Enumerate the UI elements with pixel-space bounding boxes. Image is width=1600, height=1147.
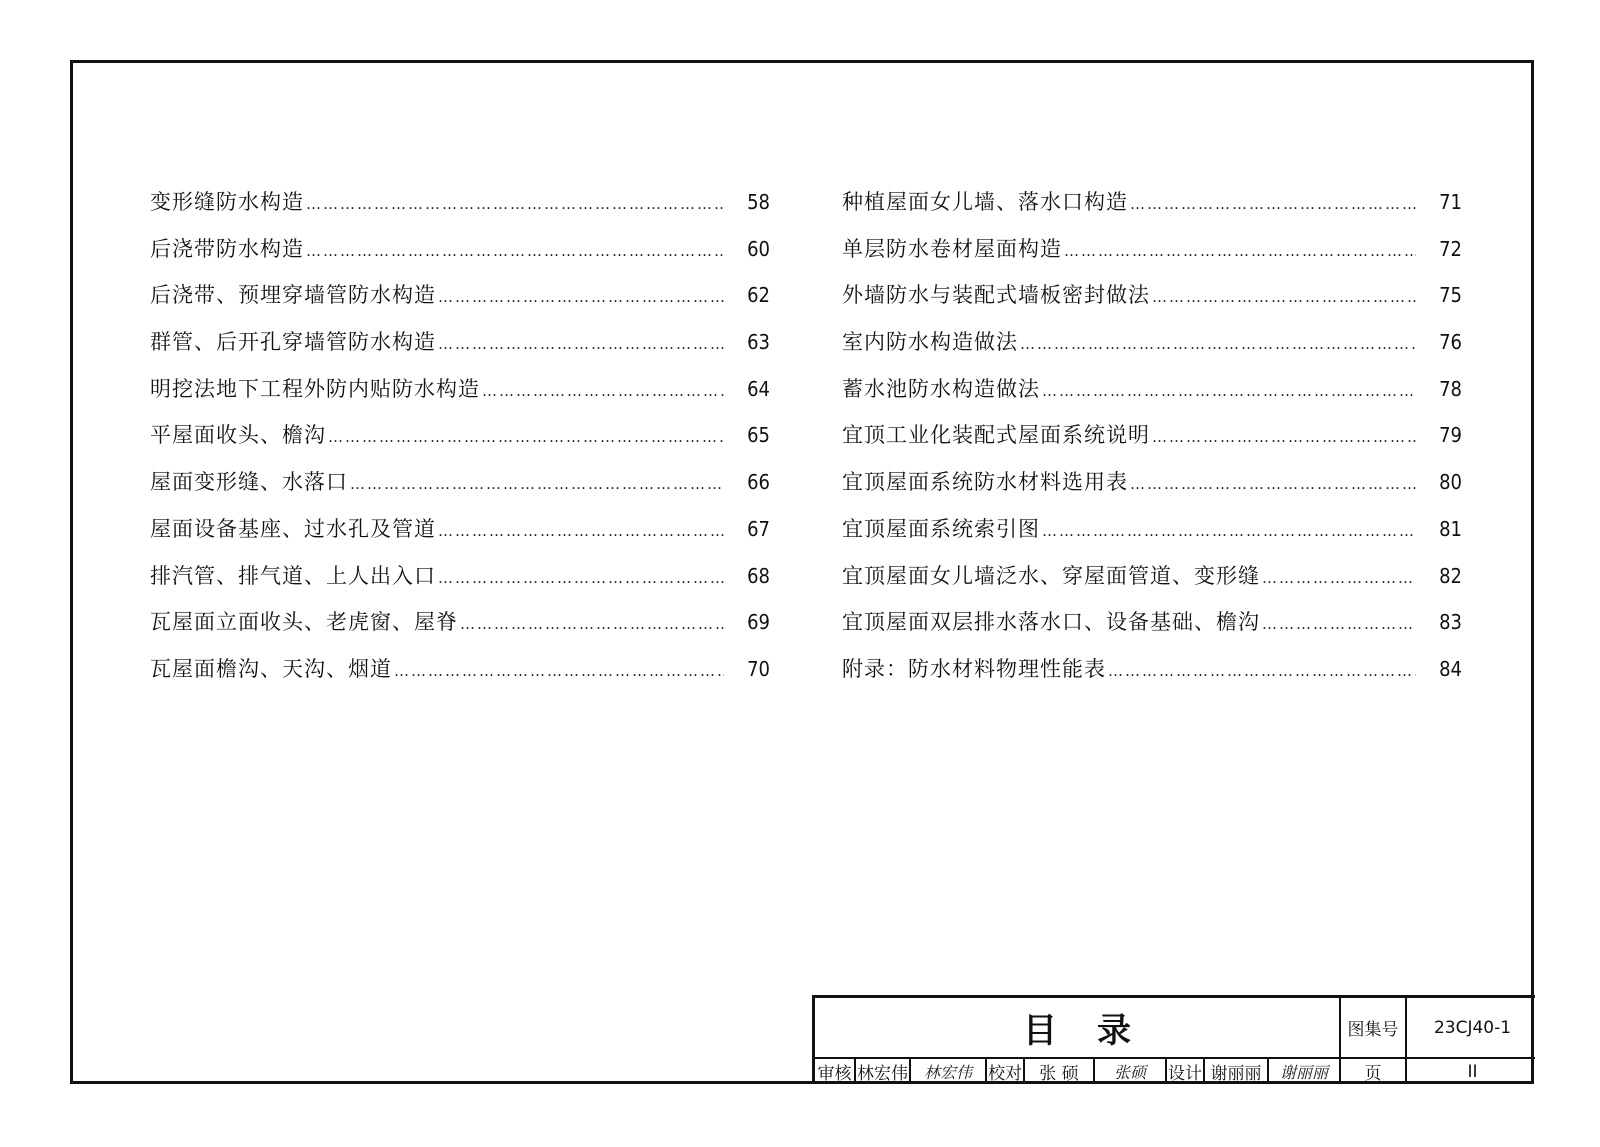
toc-entry-page: 62 [747,283,770,308]
toc-entry-page: 72 [1439,236,1462,261]
toc-entry[interactable] [842,653,1462,700]
toc-right-column [842,186,1462,700]
toc-entry-title: 后浇带、预埋穿墙管防水构造 [150,283,436,308]
toc-entry-title: 单层防水卷材屋面构造 [842,236,1062,261]
toc-entry-title: 平屋面收头、檐沟 [150,423,326,448]
toc-entry-page: 75 [1439,283,1462,308]
toc-dot-leader [350,475,724,493]
toc-entry-page: 68 [747,563,770,588]
toc-entry[interactable] [150,279,770,326]
toc-dot-leader [1108,662,1416,680]
toc-left-column [150,186,770,700]
toc-dot-leader [306,242,724,260]
toc-dot-leader [1262,615,1416,633]
toc-entry[interactable] [150,560,770,607]
toc-entry-title: 瓦屋面立面收头、老虎窗、屋脊 [150,610,458,635]
toc-dot-leader [1152,288,1416,306]
toc-entry-page: 69 [747,610,770,635]
toc-entry-page: 66 [747,470,770,495]
toc-entry[interactable] [150,653,770,700]
toc-dot-leader [438,522,724,540]
toc-entry[interactable] [150,606,770,653]
toc-entry-title: 屋面设备基座、过水孔及管道 [150,516,436,541]
toc-entry-page: 79 [1439,423,1462,448]
toc-entry-page: 65 [747,423,770,448]
page-number: II [1467,1061,1478,1082]
toc-dot-leader [306,195,724,213]
checker-name: 张 硕 [1039,1064,1079,1084]
reviewer-name: 林宏伟 [857,1064,908,1084]
atlas-number: 23CJ40-1 [1433,1017,1512,1038]
toc-entry[interactable] [150,419,770,466]
toc-dot-leader [394,662,724,680]
toc-entry-page: 64 [747,376,770,401]
title-block [812,995,1535,1084]
toc-entry-page: 82 [1439,563,1462,588]
toc-entry[interactable] [842,233,1462,280]
toc-dot-leader [1130,475,1416,493]
toc-entry[interactable] [150,466,770,513]
toc-entry[interactable] [842,186,1462,233]
toc-entry[interactable] [842,326,1462,373]
toc-entry-page: 71 [1439,190,1462,214]
toc-entry-page: 83 [1439,610,1462,635]
reviewer-signature: 林宏伟 [923,1063,972,1082]
designer-signature: 谢丽丽 [1279,1063,1328,1082]
drawing-title: 目录 [1023,1011,1171,1051]
toc-entry-page: 81 [1439,516,1462,541]
toc-entry-title: 室内防水构造做法 [842,330,1018,355]
toc-entry[interactable] [842,466,1462,513]
toc-entry-page: 84 [1439,656,1462,681]
toc-entry-title: 蓄水池防水构造做法 [842,376,1040,401]
toc-entry-title: 宜顶屋面女儿墙泛水、穿屋面管道、变形缝 [842,563,1260,588]
toc-entry[interactable] [150,373,770,420]
toc-entry[interactable] [842,606,1462,653]
toc-dot-leader [438,335,724,353]
toc-dot-leader [1262,569,1416,587]
toc-entry-title: 后浇带防水构造 [150,236,304,261]
design-label: 设计 [1168,1064,1202,1084]
atlas-number-label: 图集号 [1347,1020,1399,1040]
toc-entry[interactable] [150,326,770,373]
toc-dot-leader [1042,522,1416,540]
toc-entry[interactable] [842,513,1462,560]
toc-entry-page: 67 [747,516,770,541]
toc-entry-title: 外墙防水与装配式墙板密封做法 [842,283,1150,308]
toc-entry[interactable] [150,513,770,560]
toc-entry-page: 63 [747,330,770,355]
toc-entry[interactable] [150,233,770,280]
review-label: 审核 [817,1064,852,1084]
check-label: 校对 [988,1064,1022,1084]
toc-entry-title: 种植屋面女儿墙、落水口构造 [842,190,1128,214]
toc-entry-title: 排汽管、排气道、上人出入口 [150,563,436,588]
toc-dot-leader [438,288,724,306]
toc-entry-title: 瓦屋面檐沟、天沟、烟道 [150,656,392,681]
toc-entry-page: 76 [1439,330,1462,355]
toc-dot-leader [460,615,724,633]
toc-dot-leader [482,382,724,400]
toc-entry-title: 宜顶屋面系统防水材料选用表 [842,470,1128,495]
toc-entry-page: 80 [1439,470,1462,495]
toc-entry-title: 明挖法地下工程外防内贴防水构造 [150,376,480,401]
designer-name: 谢丽丽 [1210,1064,1262,1084]
toc-entry-title: 附录：防水材料物理性能表 [842,656,1106,681]
toc-entry-page: 78 [1439,376,1462,401]
toc-dot-leader [1064,242,1416,260]
toc-dot-leader [1152,428,1416,446]
toc-entry-title: 宜顶屋面双层排水落水口、设备基础、檐沟 [842,610,1260,635]
toc-entry-title: 宜顶屋面系统索引图 [842,516,1040,541]
checker-signature: 张硕 [1113,1063,1146,1082]
toc-entry-page: 70 [747,656,770,681]
toc-entry[interactable] [150,186,770,233]
toc-entry-page: 58 [747,190,770,214]
toc-entry-page: 60 [747,236,770,261]
page-label: 页 [1364,1064,1382,1084]
toc-entry-title: 变形缝防水构造 [150,190,304,214]
toc-dot-leader [328,428,724,446]
toc-entry[interactable] [842,373,1462,420]
toc-entry[interactable] [842,279,1462,326]
toc-entry-title: 屋面变形缝、水落口 [150,470,348,495]
toc-entry[interactable] [842,560,1462,607]
toc-dot-leader [1020,335,1416,353]
toc-dot-leader [1042,382,1416,400]
toc-entry[interactable] [842,419,1462,466]
toc-dot-leader [1130,195,1416,213]
toc-dot-leader [438,569,724,587]
toc-entry-title: 宜顶工业化装配式屋面系统说明 [842,423,1150,448]
toc-entry-title: 群管、后开孔穿墙管防水构造 [150,330,436,355]
